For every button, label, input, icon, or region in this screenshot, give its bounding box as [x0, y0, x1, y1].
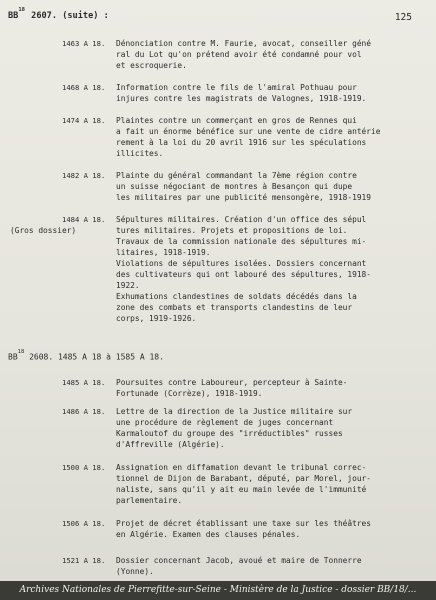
entry-text-line: Plaintes contre un commerçant en gros de Rennes qui: [116, 116, 357, 125]
entry-cote: 1500 A 18.: [62, 463, 106, 472]
entry-text-line: un suisse négociant de montres à Besançon qui dupe: [116, 182, 353, 191]
series-prefix: BB: [8, 352, 18, 362]
entry-text-line: parlementaire.: [116, 496, 183, 505]
entry-text-line: Fortunade (Corrèze), 1918-1919.: [116, 389, 263, 398]
entry-text-line: Exhumations clandestines de soldats décédés dans la: [116, 292, 357, 301]
series-superscript: 18: [18, 7, 25, 13]
entry-text-line: Violations de sépultures isolées. Dossiers concernant: [116, 259, 367, 268]
entry-text-line: Travaux de la commission nationale des sépultures mi-: [116, 237, 367, 246]
series-heading: [8, 7, 109, 21]
entry-text-line: rement à la loi du 20 avril 1916 sur les spéculations: [116, 138, 367, 147]
page-number: 125: [394, 12, 412, 23]
entry-text-line: tionnel de Dijon de Barabant, député, par Morel, jour-: [116, 474, 372, 483]
series-number: 2607. (suite) :: [25, 10, 109, 21]
entry-text-line: corps, 1919-1926.: [116, 314, 197, 323]
entry-text-line: des cultivateurs qui ont labouré des sépultures, 1918-: [116, 270, 372, 279]
entry-note: (Gros dossier): [10, 226, 77, 235]
entry-text-line: a fait un énorme bénéfice sur une vente de cidre antérie: [116, 127, 381, 136]
entry-text-line: et escroquerie.: [116, 61, 187, 70]
entry-text-line: tures militaires. Projets et propositions de loi.: [116, 226, 348, 235]
entry-text-line: ral du Lot qu'on prétend avoir été condamné pour vol: [116, 50, 362, 59]
entry-cote: 1485 A 18.: [62, 378, 106, 387]
entry-text-line: litaires, 1918-1919.: [116, 248, 211, 257]
entry-text-line: illicites.: [116, 149, 164, 158]
entry-text-line: les militaires par une publicité mensongère, 1918-1919: [116, 193, 372, 202]
entry-text-line: Assignation en diffamation devant le tribunal correc-: [116, 463, 367, 472]
entry-text-line: 1922.: [116, 281, 140, 290]
entry-text-line: (Yonne).: [116, 567, 154, 576]
entry-text-line: Plainte du général commandant la 7ème région contre: [116, 171, 357, 180]
entry-text-line: Dossier concernant Jacob, avoué et maire de Tonnerre: [116, 556, 362, 565]
series-heading-2608: [8, 349, 164, 362]
series-range: 2608. 1485 A 18 à 1585 A 18.: [24, 352, 164, 362]
entry-cote: 1521 A 18.: [62, 556, 106, 565]
entry-text-line: injures contre les magistrats de Valognes, 1918-1919.: [116, 94, 367, 103]
entry-cote: 1468 A 18.: [62, 83, 106, 92]
entry-cote: 1484 A 18.: [62, 215, 106, 224]
entry-cote: 1463 A 18.: [62, 39, 106, 48]
entry-text-line: Lettre de la direction de la Justice militaire sur: [116, 407, 353, 416]
entry-text-line: une procédure de règlement de juges concernant: [116, 418, 334, 427]
series-superscript: 18: [17, 349, 25, 355]
series-prefix: BB: [8, 10, 19, 21]
entry-text-line: Sépultures militaires. Création d'un office des sépul: [116, 215, 367, 224]
entry-cote: 1486 A 18.: [62, 407, 106, 416]
entry-text-line: Information contre le fils de l'amiral Pothuau pour: [116, 83, 357, 92]
entry-text-line: d'Affreville (Algérie).: [116, 440, 225, 449]
entry-text-line: Dénonciation contre M. Faurie, avocat, conseiller géné: [116, 39, 372, 48]
entry-cote: 1474 A 18.: [62, 116, 106, 125]
entry-text-line: naliste, sans qu'il y ait eu main levée de l'immunité: [116, 485, 367, 494]
entry-text-line: Poursuites contre Laboureur, percepteur à Sainte-: [116, 378, 348, 387]
archive-caption: Archives Nationales de Pierrefitte-sur-Seine - Ministère de la Justice - dossier BB/18/...: [0, 581, 436, 600]
entry-text-line: Karmaloutof du groupe des "irréductibles" russes: [116, 429, 343, 438]
entry-text-line: Projet de décret établissant une taxe sur les théâtres: [116, 519, 372, 528]
entry-text-line: en Algérie. Examen des clauses pénales.: [116, 530, 301, 539]
entry-text-line: zone des combats et transports clandestins de leur: [116, 303, 353, 312]
entry-cote: 1506 A 18.: [62, 519, 106, 528]
entry-cote: 1482 A 18.: [62, 171, 106, 180]
